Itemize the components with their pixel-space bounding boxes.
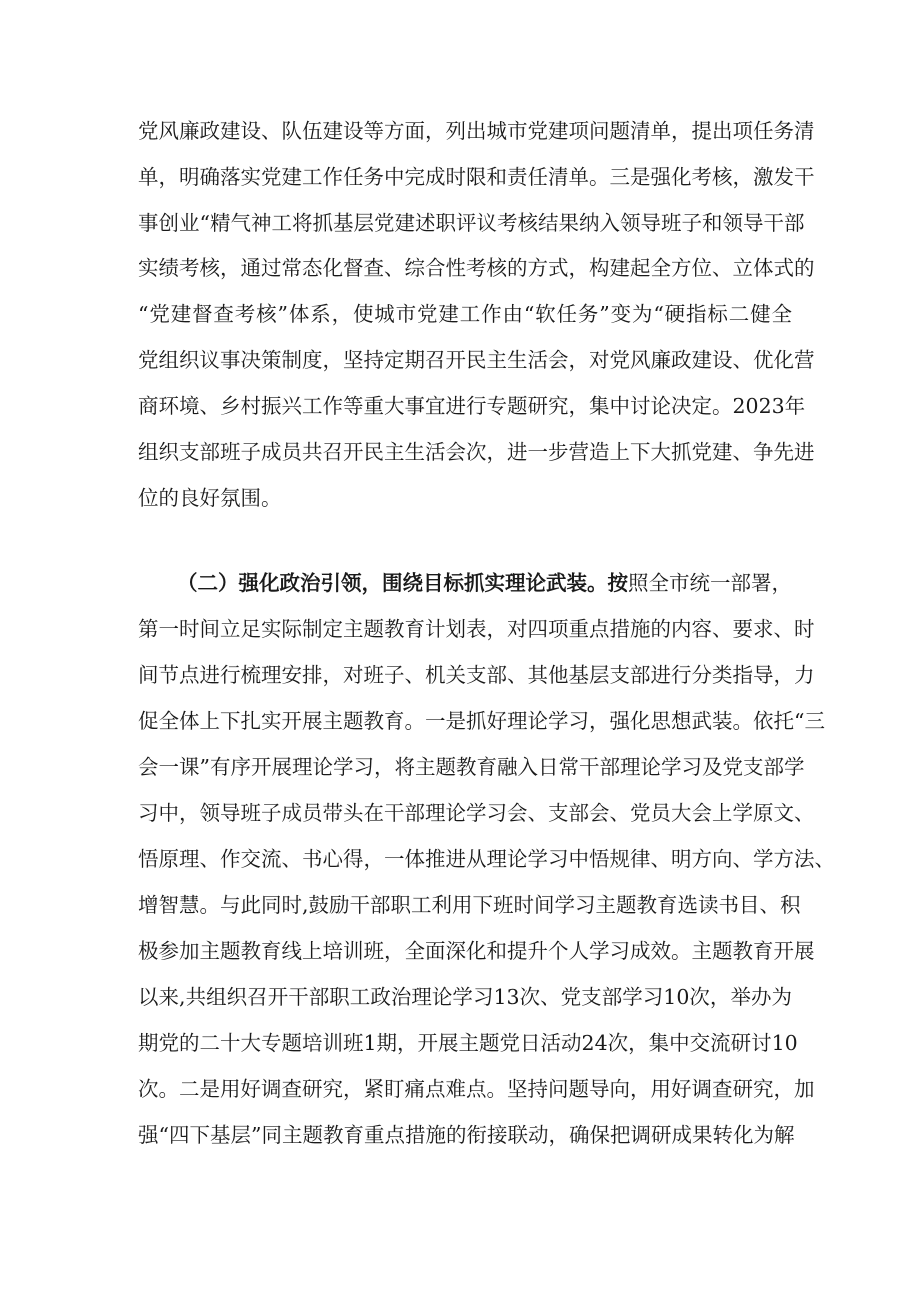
paragraph-2-first-line: [177, 565, 792, 601]
section-heading: （二）强化政治引领，围绕目标抓实理论武装。按: [177, 571, 628, 595]
paragraph-2-line-13: 强“四下基层”同主题教育重点措施的衔接联动，确保把调研成果转化为解: [138, 1123, 795, 1147]
paragraph-2-line-7: 悟原理、作交流、书心得，一体推进从理论学习中悟规律、明方向、学方法、: [138, 847, 835, 871]
paragraph-1-line-7: 商环境、乡村振兴工作等重大事宜进行专题研究，集中讨论决定。2023年: [138, 394, 806, 418]
paragraph-1-line-2: 单，明确落实党建工作任务中完成时限和责任清单。三是强化考核，激发干: [138, 165, 815, 189]
paragraph-2-line-8: 增智慧。与此同时,鼓励干部职工利用下班时间学习主题教育选读书目、积: [138, 893, 801, 917]
paragraph-1-line-8: 组织支部班子成员共召开民主生活会次，进一步营造上下大抓党建、争先进: [138, 440, 815, 464]
paragraph-2-line-10: 以来,共组织召开干部职工政治理论学习13次、党支部学习10次，举办为: [138, 985, 792, 1009]
paragraph-2-line-5: 会一课”有序开展理论学习，将主题教育融入日常干部理论学习及党支部学: [138, 755, 805, 779]
paragraph-1-line-3: 事创业“精气神工将抓基层党建述职评议考核结果纳入领导班子和领导干部: [138, 211, 805, 235]
paragraph-2-line-6: 习中，领导班子成员带头在干部理论学习会、支部会、党员大会上学原文、: [138, 801, 815, 825]
paragraph-2-line-2: 第一时间立足实际制定主题教育计划表，对四项重点措施的内容、要求、时: [138, 617, 815, 641]
paragraph-2-first-line-rest: 照全市统一部署，: [628, 571, 792, 595]
paragraph-2-line-12: 次。二是用好调查研究，紧盯痛点难点。坚持问题导向，用好调查研究，加: [138, 1077, 815, 1101]
paragraph-1-line-9: 位的良好氛围。: [138, 486, 282, 510]
paragraph-1-line-4: 实绩考核，通过常态化督查、综合性考核的方式，构建起全方位、立体式的: [138, 256, 815, 280]
paragraph-1-line-5: “党建督查考核”体系，使城市党建工作由“软任务”变为“硬指标二健全: [138, 302, 792, 326]
paragraph-1-line-1: 党风廉政建设、队伍建设等方面，列出城市党建项问题清单，提出项任务清: [138, 119, 815, 143]
paragraph-1-line-6: 党组织议事决策制度，坚持定期召开民主生活会，对党风廉政建设、优化营: [138, 348, 815, 372]
paragraph-2-line-4: 促全体上下扎实开展主题教育。一是抓好理论学习，强化思想武装。依托“三: [138, 709, 825, 733]
paragraph-2-line-11: 期党的二十大专题培训班1期，开展主题党日活动24次，集中交流研讨10: [138, 1031, 798, 1055]
paragraph-2-line-3: 间节点进行梳理安排，对班子、机关支部、其他基层支部进行分类指导，力: [138, 663, 815, 687]
paragraph-2-line-9: 极参加主题教育线上培训班，全面深化和提升个人学习成效。主题教育开展: [138, 939, 815, 963]
